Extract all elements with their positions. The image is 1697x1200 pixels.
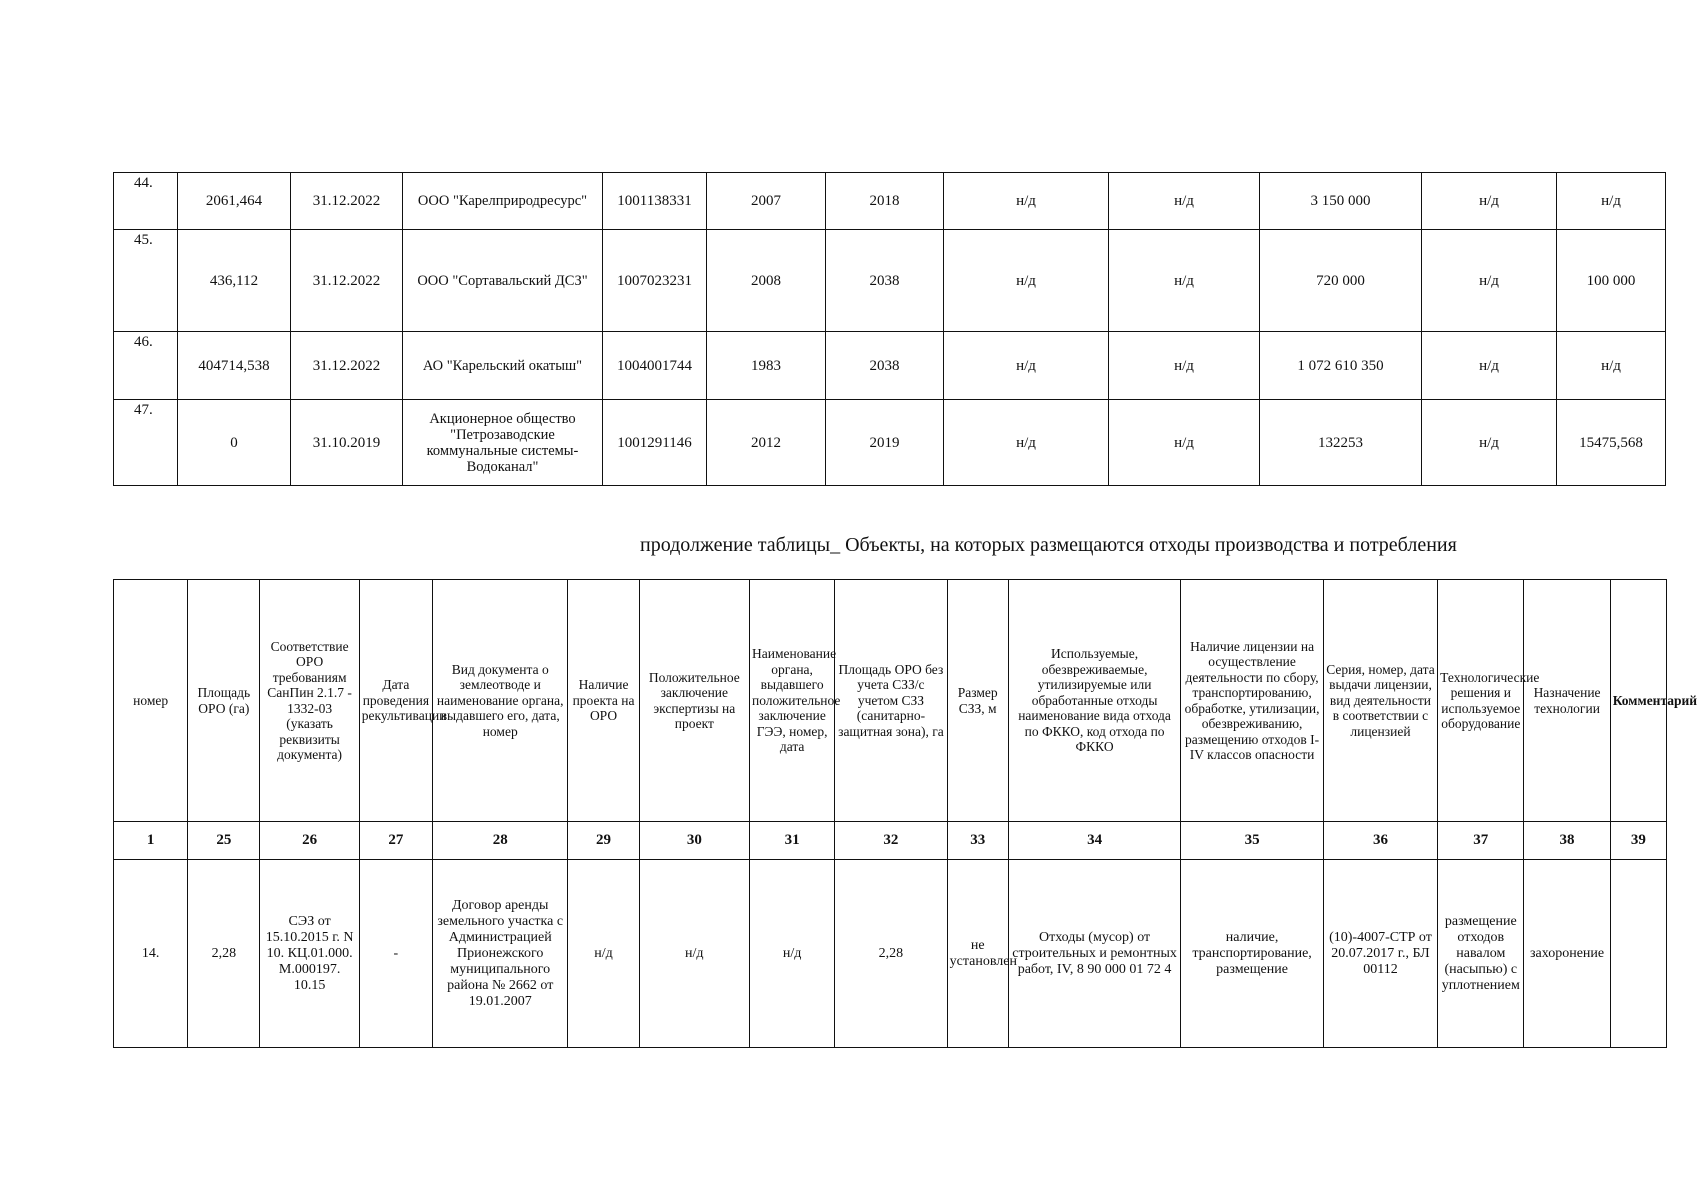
table-cell-num: 47. [114,400,178,486]
column-header: Комментарий [1610,580,1666,822]
table-cell-year-end: 2038 [826,332,944,400]
table-cell: Отходы (мусор) от строительных и ремонтных работ, IV, 8 90 000 01 72 4 [1008,860,1181,1048]
table-cell-c10: 720 000 [1260,230,1422,332]
table-cell-inn: 1007023231 [603,230,707,332]
table-cell-year-end: 2018 [826,173,944,230]
table-cell-num: 44. [114,173,178,230]
table-cell: 14. [114,860,188,1048]
table-cell-c9: н/д [1109,230,1260,332]
column-header: Наименование органа, выдавшего положительное заключение ГЭЭ, номер, дата [749,580,834,822]
table-cell-c8: н/д [944,332,1109,400]
table-cell: наличие, транспортирование, размещение [1181,860,1323,1048]
column-number: 27 [359,822,432,860]
table-cell-c10: 1 072 610 350 [1260,332,1422,400]
column-header: Размер СЗЗ, м [947,580,1008,822]
column-number: 1 [114,822,188,860]
table-cell-c10: 132253 [1260,400,1422,486]
column-header: Технологические решения и используемое оборудование [1438,580,1524,822]
table-cell: размещение отходов навалом (насыпью) с уплотнением [1438,860,1524,1048]
table-cell: - [359,860,432,1048]
column-number: 26 [260,822,359,860]
table-cell-date: 31.12.2022 [291,230,403,332]
table-cell-c12: н/д [1557,173,1666,230]
table-cell-c10: 3 150 000 [1260,173,1422,230]
table-cell-c12: н/д [1557,332,1666,400]
table-cell-c11: н/д [1422,400,1557,486]
table-row [114,400,1666,486]
column-number: 37 [1438,822,1524,860]
column-header: Дата проведения рекультивации [359,580,432,822]
table-cell: н/д [568,860,639,1048]
table-cell-c8: н/д [944,173,1109,230]
table-cell-org: Акционерное общество "Петрозаводские коммунальные системы-Водоканал" [403,400,603,486]
table-cell-date: 31.12.2022 [291,332,403,400]
column-number: 35 [1181,822,1323,860]
table-cell [1610,860,1666,1048]
column-header: Вид документа о землеотводе и наименование органа, выдавшего его, дата, номер [433,580,568,822]
table-cell-org: ООО "Карелприродресурс" [403,173,603,230]
waste-objects-table [113,579,1697,1048]
table-cell-date: 31.12.2022 [291,173,403,230]
column-header: Используемые, обезвреживаемые, утилизируемые или обработанные отходы наименование вида отхода по ФККО, код отхода по ФККО [1008,580,1181,822]
table-cell-area: 2061,464 [178,173,291,230]
table-cell-c12: 100 000 [1557,230,1666,332]
table-cell-c8: н/д [944,230,1109,332]
table-cell-c9: н/д [1109,400,1260,486]
table-cell-c9: н/д [1109,332,1260,400]
column-number: 33 [947,822,1008,860]
table-cell-area: 436,112 [178,230,291,332]
table-cell-org: ООО "Сортавальский ДСЗ" [403,230,603,332]
table-cell-year-start: 2008 [707,230,826,332]
table-cell: СЭЗ от 15.10.2015 г. N 10. КЦ.01.000. М.000197. 10.15 [260,860,359,1048]
column-number: 30 [639,822,749,860]
table-cell: не установлен [947,860,1008,1048]
column-number: 36 [1323,822,1437,860]
continuation-table-top [113,172,1666,486]
table-cell-year-start: 1983 [707,332,826,400]
table-cell-num: 45. [114,230,178,332]
table-cell-c11: н/д [1422,332,1557,400]
table-cell: Договор аренды земельного участка с Администрацией Прионежского муниципального района № 2662 от 19.01.2007 [433,860,568,1048]
column-number: 28 [433,822,568,860]
column-number: 29 [568,822,639,860]
column-number: 32 [835,822,947,860]
column-header: Серия, номер, дата выдачи лицензии, вид деятельности в соответствии с лицензией [1323,580,1437,822]
column-number: 39 [1610,822,1666,860]
table-cell-year-end: 2019 [826,400,944,486]
table-cell-c11: н/д [1422,230,1557,332]
column-number-row [114,822,1667,860]
column-header: Площадь ОРО (га) [188,580,260,822]
column-number: 25 [188,822,260,860]
table-cell-area: 0 [178,400,291,486]
table-cell-inn: 1001138331 [603,173,707,230]
table-cell: 2,28 [188,860,260,1048]
table-cell: н/д [639,860,749,1048]
table-cell-c8: н/д [944,400,1109,486]
column-number: 38 [1524,822,1610,860]
column-header: Назначение технологии [1524,580,1610,822]
column-header: Положительное заключение экспертизы на проект [639,580,749,822]
table-cell-inn: 1001291146 [603,400,707,486]
table-cell: 2,28 [835,860,947,1048]
table-cell: захоронение [1524,860,1610,1048]
table-row [114,173,1666,230]
column-number: 34 [1008,822,1181,860]
column-header: Наличие проекта на ОРО [568,580,639,822]
table-cell-year-start: 2007 [707,173,826,230]
column-header: Площадь ОРО без учета СЗЗ/с учетом СЗЗ (санитарно-защитная зона), га [835,580,947,822]
table-cell-year-start: 2012 [707,400,826,486]
table-row [114,332,1666,400]
column-header: Соответствие ОРО требованиям СанПин 2.1.7 - 1332-03 (указать реквизиты документа) [260,580,359,822]
table-row [114,230,1666,332]
table-cell-inn: 1004001744 [603,332,707,400]
table-cell-area: 404714,538 [178,332,291,400]
table-caption: продолжение таблицы_ Объекты, на которых размещаются отходы производства и потребления [640,534,1457,556]
column-header: Наличие лицензии на осуществление деятельности по сбору, транспортированию, обработке, утилизации, обезвреживанию, размещению отходов I-IV классов опасности [1181,580,1323,822]
table-cell: (10)-4007-СТР от 20.07.2017 г., БЛ 00112 [1323,860,1437,1048]
table-row [114,860,1667,1048]
table-cell-year-end: 2038 [826,230,944,332]
table-cell-date: 31.10.2019 [291,400,403,486]
table-cell-c11: н/д [1422,173,1557,230]
column-number: 31 [749,822,834,860]
table-cell-num: 46. [114,332,178,400]
table-cell-c9: н/д [1109,173,1260,230]
column-header: номер [114,580,188,822]
header-row [114,580,1667,822]
table-cell: н/д [749,860,834,1048]
table-cell-org: АО "Карельский окатыш" [403,332,603,400]
table-cell-c12: 15475,568 [1557,400,1666,486]
